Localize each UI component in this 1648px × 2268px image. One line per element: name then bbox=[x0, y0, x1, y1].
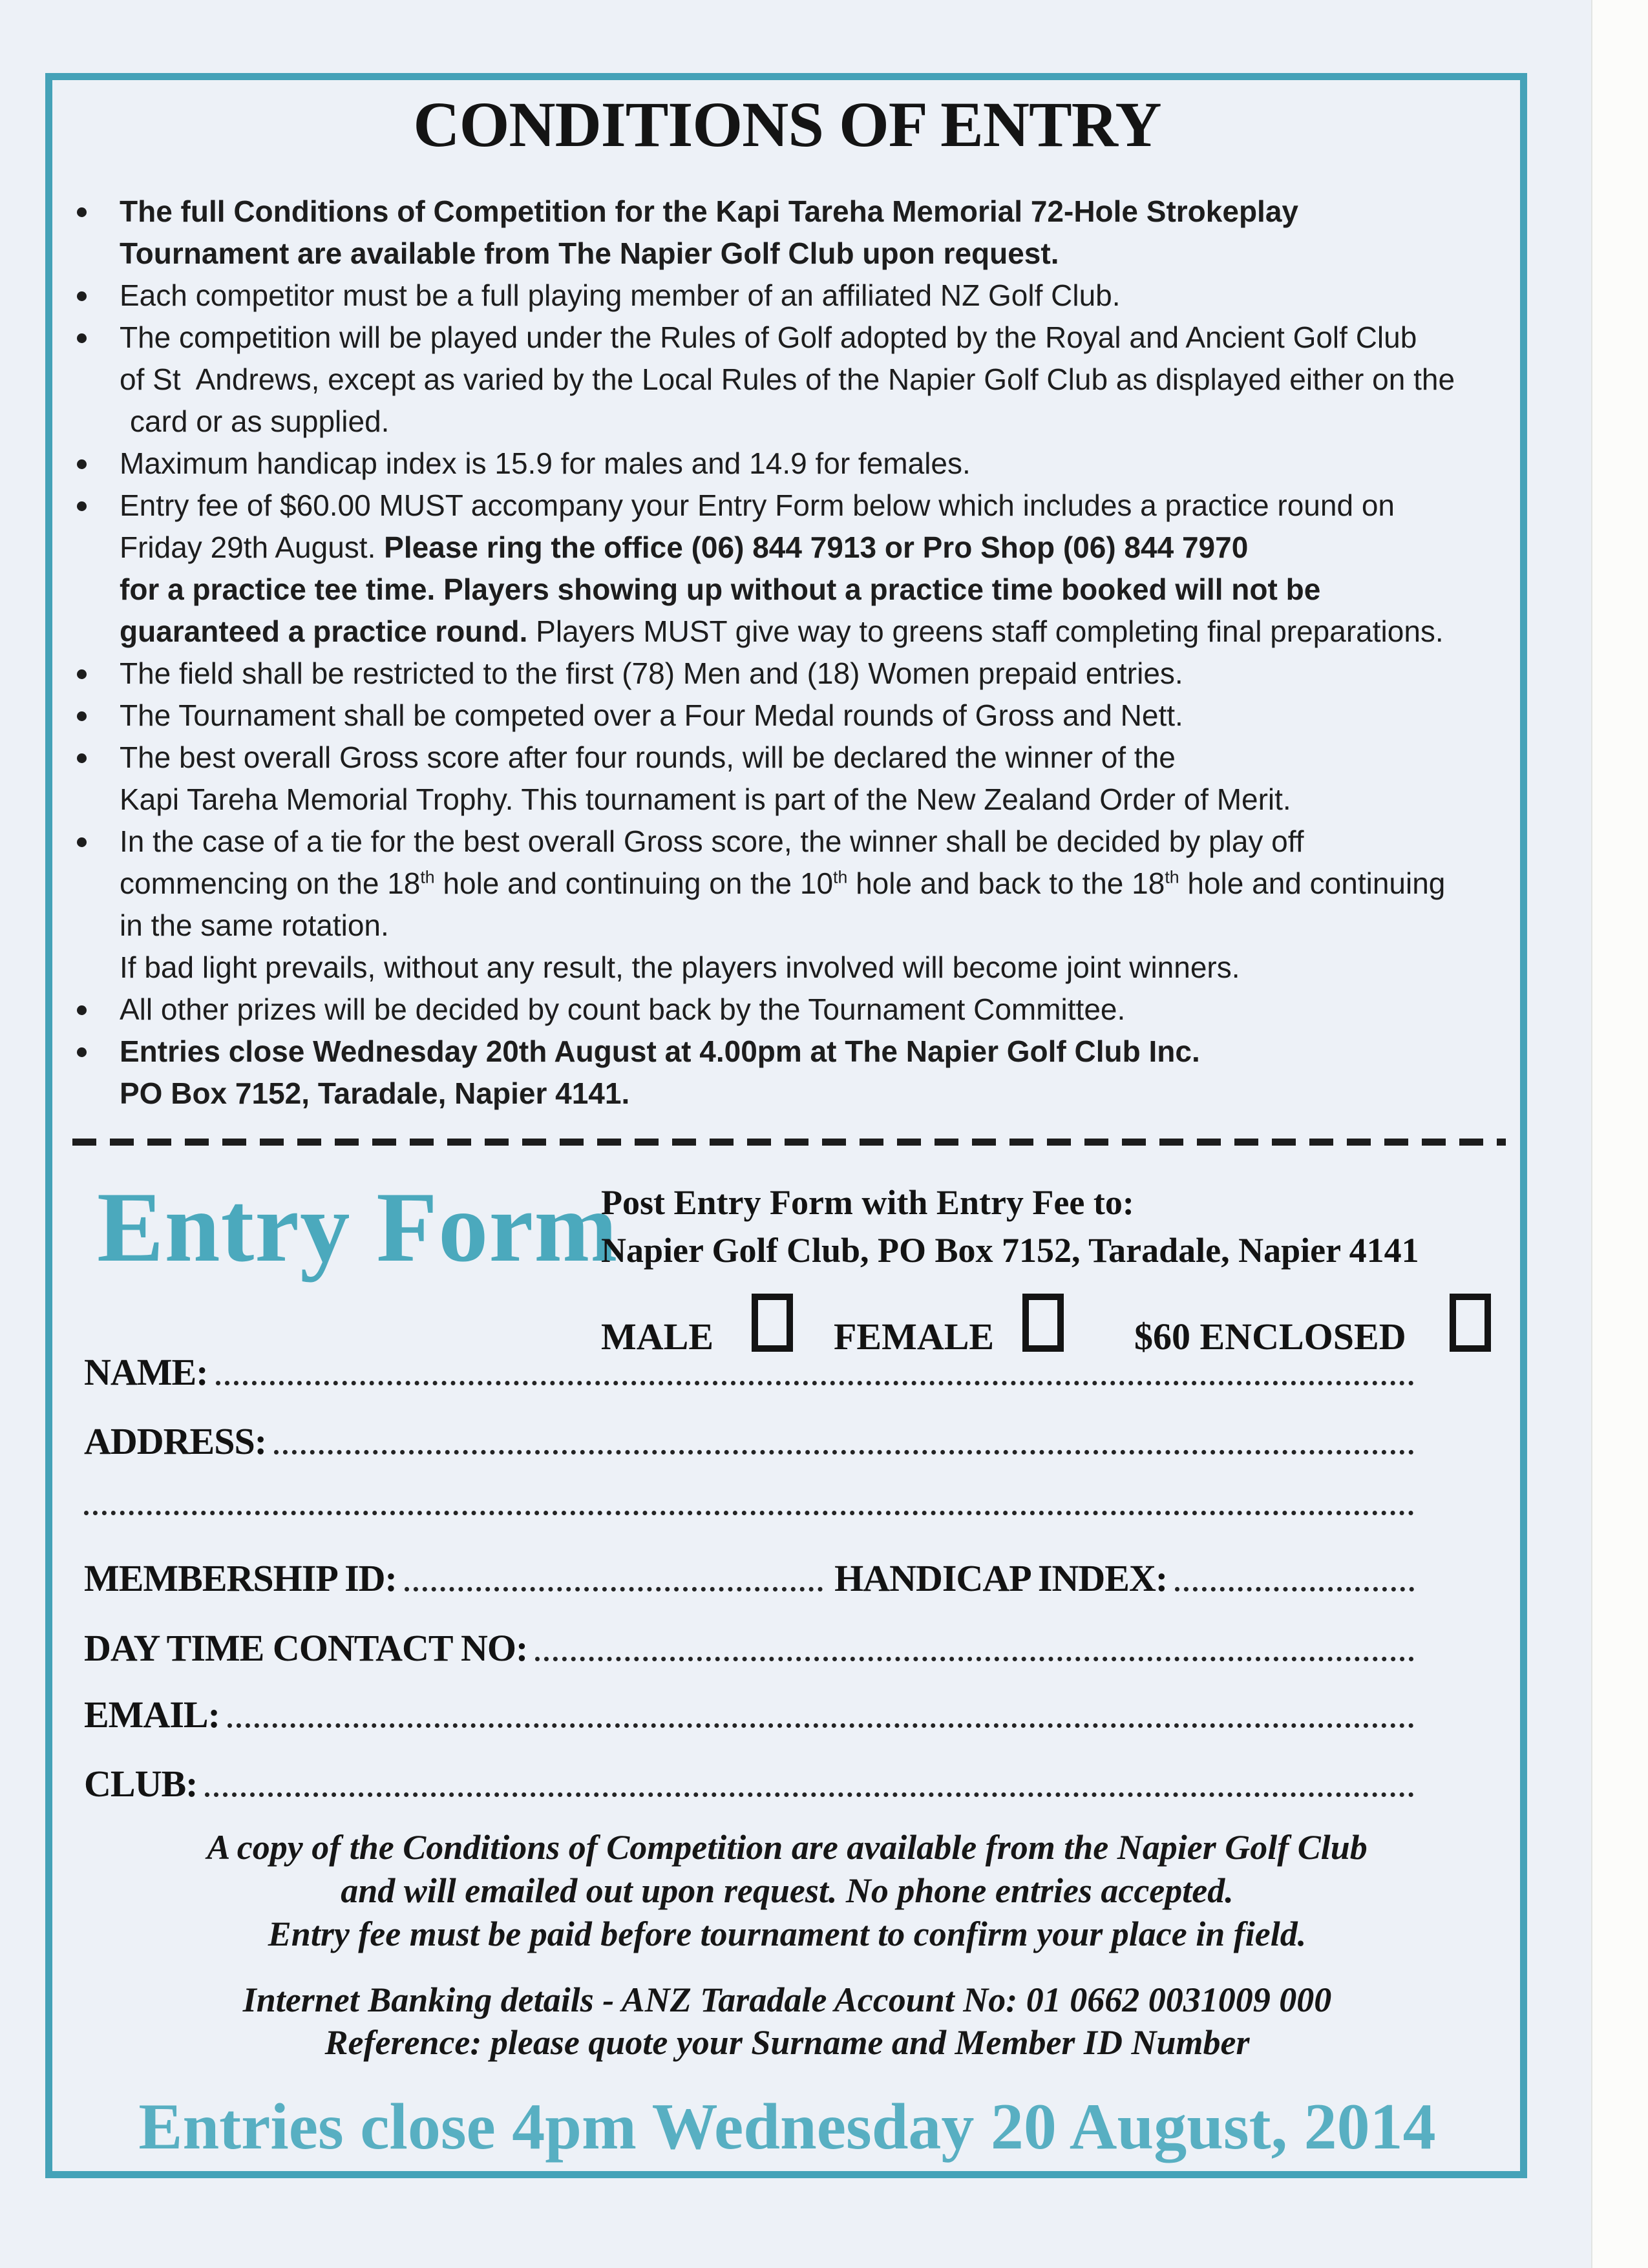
page-title: CONDITIONS OF ENTRY bbox=[413, 89, 1161, 160]
banking-line: Reference: please quote your Surname and Member ID Number bbox=[324, 2023, 1250, 2062]
condition-text-segment: th bbox=[833, 867, 848, 887]
condition-text-segment: The field shall be restricted to the first (78) Men and (18) Women prepaid entries. bbox=[120, 656, 1183, 690]
female-label: FEMALE bbox=[834, 1316, 995, 1358]
bullet-dot bbox=[77, 333, 87, 343]
note-line: and will emailed out upon request. No phone entries accepted. bbox=[341, 1871, 1234, 1910]
condition-line bbox=[120, 947, 1519, 989]
condition-text-segment: hole and continuing bbox=[1179, 866, 1446, 900]
daytime-contact-label: DAY TIME CONTACT NO: bbox=[84, 1627, 528, 1669]
condition-text-segment: PO Box 7152, Taradale, Napier 4141. bbox=[120, 1076, 630, 1110]
bullet-dot bbox=[77, 837, 87, 847]
condition-text-segment: Please ring the office (06) 844 7913 or Pro Shop (06) 844 7970 bbox=[384, 530, 1249, 564]
condition-text-segment: Friday 29th August. bbox=[120, 530, 385, 564]
condition-line bbox=[120, 569, 1519, 611]
handicap-index-label: HANDICAP INDEX: bbox=[834, 1557, 1168, 1599]
bullet-dot bbox=[77, 207, 87, 217]
condition-text-segment: In the case of a tie for the best overall Gross score, the winner shall be decided by play off bbox=[120, 824, 1304, 858]
scanner-edge-strip bbox=[1591, 0, 1648, 2268]
condition-text-segment: Kapi Tareha Memorial Trophy. This tournament is part of the New Zealand Order of Merit. bbox=[120, 782, 1291, 816]
bullet-dot bbox=[77, 291, 87, 301]
condition-text-segment: Each competitor must be a full playing member of an affiliated NZ Golf Club. bbox=[120, 278, 1121, 312]
condition-line bbox=[120, 1031, 1519, 1073]
condition-text-segment: hole and continuing on the 10 bbox=[434, 866, 834, 900]
email-field-row bbox=[84, 1694, 1417, 1736]
club-input-line[interactable] bbox=[205, 1792, 1414, 1797]
condition-line bbox=[120, 233, 1519, 275]
bullet-dot bbox=[77, 501, 87, 511]
address-label: ADDRESS: bbox=[84, 1420, 267, 1462]
condition-text-segment: Maximum handicap index is 15.9 for males and 14.9 for females. bbox=[120, 446, 971, 480]
email-input-line[interactable] bbox=[227, 1723, 1414, 1728]
address-input-line-2[interactable] bbox=[84, 1511, 1414, 1515]
address-input-line[interactable] bbox=[274, 1450, 1414, 1454]
condition-line bbox=[120, 191, 1519, 233]
club-field-row bbox=[84, 1763, 1417, 1805]
female-checkbox[interactable] bbox=[1022, 1294, 1064, 1352]
name-field-row bbox=[84, 1352, 1417, 1393]
conditions-note-block bbox=[45, 1826, 1529, 1956]
condition-text-segment: th bbox=[420, 867, 435, 887]
membership-id-label: MEMBERSHIP ID: bbox=[84, 1557, 397, 1599]
daytime-contact-row bbox=[84, 1628, 1417, 1669]
daytime-contact-input-line[interactable] bbox=[535, 1657, 1414, 1661]
bullet-dot bbox=[77, 1005, 87, 1015]
condition-text-segment: The competition will be played under the Rules of Golf adopted by the Royal and Ancient Golf Club bbox=[120, 320, 1417, 354]
condition-line bbox=[120, 611, 1519, 653]
bullet-dot bbox=[77, 669, 87, 679]
condition-text-segment: in the same rotation. bbox=[120, 908, 389, 942]
condition-line bbox=[120, 989, 1519, 1031]
condition-line bbox=[120, 737, 1519, 779]
condition-line bbox=[120, 821, 1519, 863]
banking-line: Internet Banking details - ANZ Taradale Account No: 01 0662 0031009 000 bbox=[242, 1980, 1332, 2019]
male-label: MALE bbox=[601, 1316, 713, 1358]
email-label: EMAIL: bbox=[84, 1694, 220, 1736]
condition-text-segment: Tournament are available from The Napier Golf Club upon request. bbox=[120, 236, 1059, 270]
condition-text-segment: hole and back to the 18 bbox=[847, 866, 1165, 900]
condition-text-segment: Entries close Wednesday 20th August at 4.00pm at The Napier Golf Club Inc. bbox=[120, 1034, 1200, 1068]
conditions-list bbox=[120, 191, 1519, 1115]
entries-close-line: Entries close 4pm Wednesday 20 August, 2014 bbox=[138, 2090, 1436, 2163]
condition-text-segment: The Tournament shall be competed over a Four Medal rounds of Gross and Nett. bbox=[120, 698, 1183, 732]
cut-here-dashed-line bbox=[72, 1139, 1506, 1146]
male-checkbox[interactable] bbox=[752, 1294, 793, 1352]
condition-text-segment: The full Conditions of Competition for the Kapi Tareha Memorial 72-Hole Strokeplay bbox=[120, 194, 1298, 228]
condition-text-segment: guaranteed a practice round. bbox=[120, 614, 528, 648]
condition-text-segment: card or as supplied. bbox=[130, 404, 390, 438]
name-input-line[interactable] bbox=[216, 1381, 1414, 1385]
condition-line bbox=[120, 317, 1519, 359]
condition-text-segment: of St Andrews, except as varied by the Local Rules of the Napier Golf Club as displayed either on the bbox=[120, 362, 1455, 396]
condition-line bbox=[120, 275, 1519, 317]
condition-line bbox=[120, 359, 1519, 401]
condition-text-segment: All other prizes will be decided by count back by the Tournament Committee. bbox=[120, 992, 1126, 1026]
condition-text-segment: Entry fee of $60.00 MUST accompany your Entry Form below which includes a practice round on bbox=[120, 488, 1395, 522]
condition-text-segment: The best overall Gross score after four rounds, will be declared the winner of the bbox=[120, 740, 1176, 774]
condition-text-segment: Players MUST give way to greens staff completing final preparations. bbox=[527, 614, 1444, 648]
bullet-dot bbox=[77, 711, 87, 721]
condition-line bbox=[120, 695, 1519, 737]
post-instruction-line-1: Post Entry Form with Entry Fee to: bbox=[601, 1183, 1134, 1222]
club-label: CLUB: bbox=[84, 1763, 198, 1805]
address-field-row bbox=[84, 1421, 1417, 1462]
fee-enclosed-checkbox[interactable] bbox=[1450, 1294, 1491, 1352]
condition-line bbox=[120, 485, 1519, 527]
fee-enclosed-label: $60 ENCLOSED bbox=[1134, 1316, 1406, 1358]
bullet-dot bbox=[77, 753, 87, 763]
name-label: NAME: bbox=[84, 1351, 208, 1393]
condition-line bbox=[120, 1073, 1519, 1115]
note-line: A copy of the Conditions of Competition are available from the Napier Golf Club bbox=[207, 1828, 1368, 1867]
note-line: Entry fee must be paid before tournament to confirm your place in field. bbox=[268, 1915, 1307, 1953]
condition-text-segment: commencing on the 18 bbox=[120, 866, 421, 900]
membership-id-input-line[interactable] bbox=[405, 1587, 823, 1591]
condition-text-segment: If bad light prevails, without any result, the players involved will become joint winners. bbox=[120, 950, 1240, 984]
entry-form-heading: Entry Form bbox=[97, 1171, 618, 1283]
address-continuation-row bbox=[84, 1482, 1417, 1523]
condition-line bbox=[120, 905, 1519, 947]
condition-text-segment: th bbox=[1165, 867, 1179, 887]
bullet-dot bbox=[77, 459, 87, 469]
bullet-dot bbox=[77, 1047, 87, 1057]
post-instruction-line-2: Napier Golf Club, PO Box 7152, Taradale, Napier 4141 bbox=[601, 1231, 1419, 1270]
condition-text-segment: for a practice tee time. Players showing up without a practice time booked will not be bbox=[120, 572, 1321, 606]
condition-line bbox=[120, 653, 1519, 695]
handicap-index-input-line[interactable] bbox=[1175, 1587, 1414, 1591]
condition-line bbox=[120, 779, 1519, 821]
condition-line bbox=[120, 443, 1519, 485]
membership-handicap-row bbox=[84, 1558, 1417, 1599]
banking-details-block bbox=[45, 1979, 1529, 2064]
condition-line bbox=[120, 401, 1519, 443]
condition-line bbox=[120, 527, 1519, 569]
condition-line bbox=[120, 863, 1519, 905]
